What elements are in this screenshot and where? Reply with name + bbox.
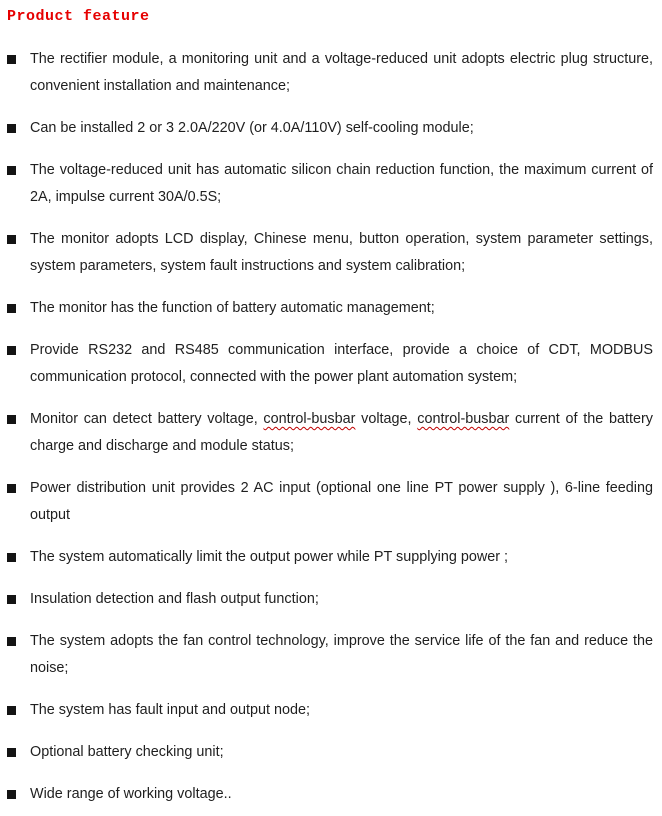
list-item <box>7 406 653 460</box>
list-item <box>7 226 653 280</box>
bullet-text: The system adopts the fan control technology, improve the service life of the fan and reduce the noise; <box>30 633 653 676</box>
square-bullet-icon <box>7 553 16 562</box>
list-item <box>7 295 653 322</box>
square-bullet-icon <box>7 304 16 313</box>
bullet-text: The voltage-reduced unit has automatic silicon chain reduction function, the maximum current of 2A, impulse current 30A/0.5S; <box>30 162 653 205</box>
list-item <box>7 157 653 211</box>
bullet-text: The system has fault input and output node; <box>30 702 310 718</box>
list-item <box>7 628 653 682</box>
list-item <box>7 337 653 391</box>
list-item <box>7 781 653 808</box>
square-bullet-icon <box>7 124 16 133</box>
square-bullet-icon <box>7 637 16 646</box>
feature-list <box>7 46 653 808</box>
bullet-text: The monitor adopts LCD display, Chinese menu, button operation, system parameter settings, system parameters, system fault instructions and system calibration; <box>30 231 653 274</box>
square-bullet-icon <box>7 595 16 604</box>
list-item <box>7 475 653 529</box>
bullet-text: Wide range of working voltage.. <box>30 786 232 802</box>
square-bullet-icon <box>7 706 16 715</box>
misspelled-word: control-busbar <box>417 411 510 427</box>
list-item <box>7 697 653 724</box>
list-item <box>7 586 653 613</box>
bullet-text-segment: current of the battery charge and discharge and module status; <box>30 411 653 454</box>
page-title: Product feature <box>7 8 150 25</box>
square-bullet-icon <box>7 484 16 493</box>
bullet-text <box>30 411 653 454</box>
bullet-text: Optional battery checking unit; <box>30 744 224 760</box>
list-item <box>7 739 653 766</box>
square-bullet-icon <box>7 235 16 244</box>
square-bullet-icon <box>7 748 16 757</box>
square-bullet-icon <box>7 55 16 64</box>
bullet-text: Provide RS232 and RS485 communication interface, provide a choice of CDT, MODBUS communication protocol, connected with the power plant automation system; <box>30 342 653 385</box>
bullet-text: Can be installed 2 or 3 2.0A/220V (or 4.0A/110V) self-cooling module; <box>30 120 474 136</box>
misspelled-word: control-busbar <box>263 411 356 427</box>
bullet-text-segment: voltage, <box>355 411 418 427</box>
bullet-text-segment: Monitor can detect battery voltage, <box>30 411 264 427</box>
square-bullet-icon <box>7 790 16 799</box>
bullet-text: The monitor has the function of battery automatic management; <box>30 300 435 316</box>
bullet-text: The system automatically limit the output power while PT supplying power ; <box>30 549 509 565</box>
bullet-text: Power distribution unit provides 2 AC input (optional one line PT power supply ), 6-line feeding output <box>30 480 653 523</box>
bullet-text: The rectifier module, a monitoring unit and a voltage-reduced unit adopts electric plug structure, convenient installation and maintenance; <box>30 51 653 94</box>
square-bullet-icon <box>7 166 16 175</box>
list-item <box>7 46 653 100</box>
bullet-text: Insulation detection and flash output function; <box>30 591 319 607</box>
square-bullet-icon <box>7 415 16 424</box>
square-bullet-icon <box>7 346 16 355</box>
list-item <box>7 115 653 142</box>
list-item <box>7 544 653 571</box>
